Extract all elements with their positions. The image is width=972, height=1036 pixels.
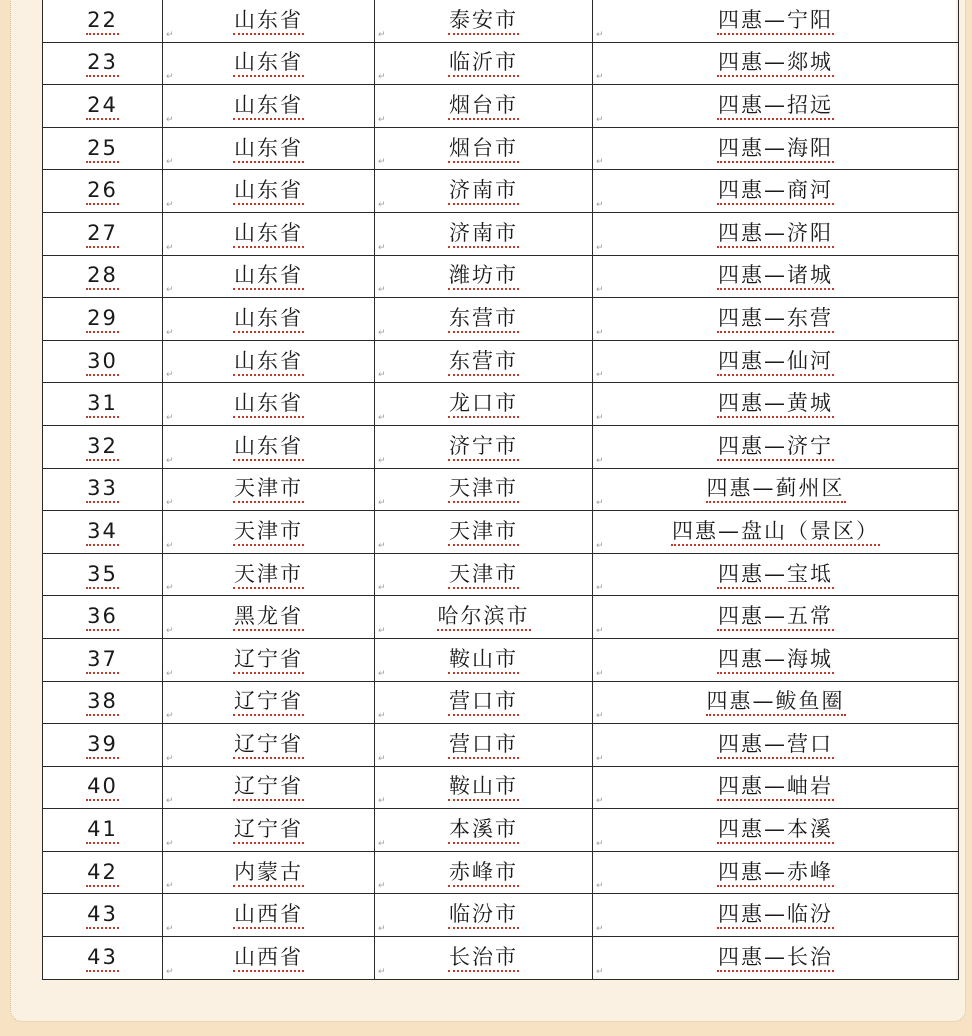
province-cell[interactable] (163, 340, 375, 383)
paragraph-mark-icon: ↵ (378, 370, 386, 381)
row-number-text: 30 (86, 348, 119, 376)
city-cell[interactable] (375, 724, 593, 767)
paragraph-mark-icon: ↵ (378, 199, 386, 210)
paragraph-mark-icon: ↵ (596, 668, 604, 679)
city-cell[interactable] (375, 809, 593, 852)
paragraph-mark-icon: ↵ (166, 924, 174, 935)
city-text: 哈尔滨市 (437, 603, 531, 631)
paragraph-mark-icon: ↵ (166, 753, 174, 764)
city-text: 天津市 (448, 475, 519, 503)
site-text: 四惠—赤峰 (717, 859, 834, 887)
paragraph-mark-icon: ↵ (378, 583, 386, 594)
province-cell[interactable] (163, 766, 375, 809)
paragraph-mark-icon: ↵ (596, 72, 604, 83)
site-text: 四惠—本溪 (717, 816, 834, 844)
paragraph-mark-icon: ↵ (166, 668, 174, 679)
city-cell[interactable] (375, 681, 593, 724)
paragraph-mark-icon: ↵ (378, 285, 386, 296)
paragraph-mark-icon: ↵ (166, 157, 174, 168)
paragraph-mark-icon: ↵ (378, 625, 386, 636)
paragraph-mark-icon: ↵ (596, 625, 604, 636)
city-text: 天津市 (448, 518, 519, 546)
row-number-cell[interactable] (43, 681, 163, 724)
paragraph-mark-icon: ↵ (166, 540, 174, 551)
row-number-cell[interactable] (43, 0, 163, 42)
province-cell[interactable] (163, 638, 375, 681)
site-cell[interactable] (593, 42, 959, 85)
table-row (43, 85, 959, 128)
site-text: 四惠—长治 (717, 944, 834, 972)
paragraph-mark-icon: ↵ (596, 753, 604, 764)
paragraph-mark-icon: ↵ (378, 881, 386, 892)
row-number-cell[interactable] (43, 468, 163, 511)
table-row (43, 42, 959, 85)
city-text: 本溪市 (448, 816, 519, 844)
row-number-cell[interactable] (43, 85, 163, 128)
province-cell[interactable] (163, 937, 375, 980)
province-cell[interactable] (163, 127, 375, 170)
row-number-cell[interactable] (43, 894, 163, 937)
row-number-text: 38 (86, 688, 119, 716)
site-text: 四惠—岫岩 (717, 773, 834, 801)
city-text: 济南市 (448, 220, 519, 248)
province-text: 山西省 (233, 901, 304, 929)
province-cell[interactable] (163, 212, 375, 255)
site-cell[interactable] (593, 724, 959, 767)
province-text: 山东省 (233, 433, 304, 461)
table-row (43, 894, 959, 937)
province-text: 辽宁省 (233, 773, 304, 801)
paragraph-mark-icon: ↵ (596, 924, 604, 935)
row-number-cell[interactable] (43, 511, 163, 554)
site-text: 四惠—营口 (717, 731, 834, 759)
city-cell[interactable] (375, 42, 593, 85)
province-cell[interactable] (163, 681, 375, 724)
site-cell[interactable] (593, 340, 959, 383)
table-row (43, 255, 959, 298)
site-cell[interactable] (593, 170, 959, 213)
row-number-cell[interactable] (43, 553, 163, 596)
city-cell[interactable] (375, 425, 593, 468)
city-text: 鞍山市 (448, 773, 519, 801)
province-text: 山东省 (233, 390, 304, 418)
row-number-text: 26 (86, 177, 119, 205)
row-number-text: 41 (86, 816, 119, 844)
paragraph-mark-icon: ↵ (596, 412, 604, 423)
city-text: 泰安市 (448, 7, 519, 35)
city-text: 东营市 (448, 305, 519, 333)
row-number-cell[interactable] (43, 340, 163, 383)
city-cell[interactable] (375, 851, 593, 894)
row-number-text: 23 (86, 49, 119, 77)
paragraph-mark-icon: ↵ (378, 412, 386, 423)
city-cell[interactable] (375, 383, 593, 426)
row-number-text: 25 (86, 135, 119, 163)
province-text: 天津市 (233, 561, 304, 589)
site-cell[interactable] (593, 596, 959, 639)
province-cell[interactable] (163, 425, 375, 468)
site-cell[interactable] (593, 638, 959, 681)
site-text: 四惠—东营 (717, 305, 834, 333)
city-cell[interactable] (375, 766, 593, 809)
paragraph-mark-icon: ↵ (378, 924, 386, 935)
row-number-cell[interactable] (43, 298, 163, 341)
province-cell[interactable] (163, 170, 375, 213)
row-number-cell[interactable] (43, 170, 163, 213)
province-cell[interactable] (163, 85, 375, 128)
paragraph-mark-icon: ↵ (378, 72, 386, 83)
province-text: 天津市 (233, 475, 304, 503)
row-number-text: 40 (86, 773, 119, 801)
site-text: 四惠—济宁 (717, 433, 834, 461)
site-text: 四惠—盘山（景区） (671, 518, 880, 546)
city-cell[interactable] (375, 340, 593, 383)
site-cell[interactable] (593, 511, 959, 554)
province-text: 山东省 (233, 220, 304, 248)
paragraph-mark-icon: ↵ (166, 242, 174, 253)
table-row (43, 766, 959, 809)
row-number-text: 22 (86, 7, 119, 35)
province-cell[interactable] (163, 42, 375, 85)
row-number-text: 33 (86, 475, 119, 503)
paragraph-mark-icon: ↵ (596, 370, 604, 381)
city-text: 长治市 (448, 944, 519, 972)
paragraph-mark-icon: ↵ (596, 498, 604, 509)
paragraph-mark-icon: ↵ (596, 285, 604, 296)
row-number-cell[interactable] (43, 596, 163, 639)
site-text: 四惠—海阳 (717, 135, 834, 163)
province-text: 山东省 (233, 49, 304, 77)
row-number-text: 34 (86, 518, 119, 546)
province-text: 内蒙古 (233, 859, 304, 887)
site-text: 四惠—海城 (717, 646, 834, 674)
row-number-cell[interactable] (43, 766, 163, 809)
table-row (43, 425, 959, 468)
province-text: 辽宁省 (233, 816, 304, 844)
province-cell[interactable] (163, 468, 375, 511)
paragraph-mark-icon: ↵ (378, 498, 386, 509)
site-text: 四惠—诸城 (717, 262, 834, 290)
city-cell[interactable] (375, 511, 593, 554)
table-row (43, 170, 959, 213)
row-number-text: 36 (86, 603, 119, 631)
city-text: 临沂市 (448, 49, 519, 77)
site-cell[interactable] (593, 425, 959, 468)
site-text: 四惠—宁阳 (717, 7, 834, 35)
city-text: 营口市 (448, 731, 519, 759)
paragraph-mark-icon: ↵ (166, 881, 174, 892)
site-text: 四惠—仙河 (717, 348, 834, 376)
province-cell[interactable] (163, 298, 375, 341)
paragraph-mark-icon: ↵ (166, 199, 174, 210)
paragraph-mark-icon: ↵ (596, 199, 604, 210)
site-text: 四惠—五常 (717, 603, 834, 631)
city-text: 济宁市 (448, 433, 519, 461)
paragraph-mark-icon: ↵ (378, 242, 386, 253)
site-text: 四惠—宝坻 (717, 561, 834, 589)
paragraph-mark-icon: ↵ (166, 72, 174, 83)
city-cell[interactable] (375, 638, 593, 681)
row-number-cell[interactable] (43, 851, 163, 894)
paragraph-mark-icon: ↵ (166, 711, 174, 722)
site-cell[interactable] (593, 766, 959, 809)
province-cell[interactable] (163, 255, 375, 298)
site-cell[interactable] (593, 809, 959, 852)
paragraph-mark-icon: ↵ (378, 455, 386, 466)
province-text: 辽宁省 (233, 731, 304, 759)
site-cell[interactable] (593, 937, 959, 980)
site-text: 四惠—郯城 (717, 49, 834, 77)
city-cell[interactable] (375, 596, 593, 639)
row-number-cell[interactable] (43, 383, 163, 426)
paragraph-mark-icon: ↵ (166, 412, 174, 423)
city-text: 东营市 (448, 348, 519, 376)
paragraph-mark-icon: ↵ (596, 711, 604, 722)
paragraph-mark-icon: ↵ (596, 114, 604, 125)
site-cell[interactable] (593, 383, 959, 426)
row-number-cell[interactable] (43, 212, 163, 255)
table-row (43, 937, 959, 980)
site-text: 四惠—鲅鱼圈 (706, 688, 846, 716)
site-cell[interactable] (593, 127, 959, 170)
paragraph-mark-icon: ↵ (378, 796, 386, 807)
paragraph-mark-icon: ↵ (166, 498, 174, 509)
province-text: 山西省 (233, 944, 304, 972)
city-cell[interactable] (375, 553, 593, 596)
province-cell[interactable] (163, 511, 375, 554)
paragraph-mark-icon: ↵ (166, 966, 174, 977)
site-cell[interactable] (593, 85, 959, 128)
row-number-cell[interactable] (43, 724, 163, 767)
row-number-text: 29 (86, 305, 119, 333)
site-cell[interactable] (593, 212, 959, 255)
site-text: 四惠—黄城 (717, 390, 834, 418)
city-text: 济南市 (448, 177, 519, 205)
province-cell[interactable] (163, 851, 375, 894)
route-table-body (43, 0, 959, 979)
row-number-text: 43 (86, 944, 119, 972)
city-cell[interactable] (375, 212, 593, 255)
table-row (43, 340, 959, 383)
province-text: 辽宁省 (233, 688, 304, 716)
row-number-text: 43 (86, 901, 119, 929)
paragraph-mark-icon: ↵ (166, 838, 174, 849)
site-cell[interactable] (593, 255, 959, 298)
site-cell[interactable] (593, 0, 959, 42)
city-text: 烟台市 (448, 135, 519, 163)
province-text: 山东省 (233, 7, 304, 35)
site-cell[interactable] (593, 851, 959, 894)
row-number-cell[interactable] (43, 809, 163, 852)
row-number-text: 32 (86, 433, 119, 461)
paragraph-mark-icon: ↵ (378, 29, 386, 40)
city-text: 烟台市 (448, 92, 519, 120)
province-text: 山东省 (233, 92, 304, 120)
city-text: 龙口市 (448, 390, 519, 418)
paragraph-mark-icon: ↵ (596, 157, 604, 168)
paragraph-mark-icon: ↵ (596, 455, 604, 466)
paragraph-mark-icon: ↵ (378, 753, 386, 764)
table-row (43, 638, 959, 681)
paragraph-mark-icon: ↵ (596, 881, 604, 892)
city-cell[interactable] (375, 894, 593, 937)
city-text: 天津市 (448, 561, 519, 589)
row-number-text: 42 (86, 859, 119, 887)
row-number-text: 24 (86, 92, 119, 120)
paragraph-mark-icon: ↵ (166, 114, 174, 125)
city-cell[interactable] (375, 0, 593, 42)
province-cell[interactable] (163, 724, 375, 767)
province-text: 天津市 (233, 518, 304, 546)
paragraph-mark-icon: ↵ (378, 540, 386, 551)
paragraph-mark-icon: ↵ (596, 583, 604, 594)
paragraph-mark-icon: ↵ (596, 540, 604, 551)
table-row (43, 468, 959, 511)
site-cell[interactable] (593, 298, 959, 341)
paragraph-mark-icon: ↵ (378, 157, 386, 168)
site-cell[interactable] (593, 553, 959, 596)
paragraph-mark-icon: ↵ (596, 242, 604, 253)
row-number-cell[interactable] (43, 425, 163, 468)
route-table (42, 0, 959, 980)
table-row (43, 553, 959, 596)
city-cell[interactable] (375, 298, 593, 341)
row-number-text: 39 (86, 731, 119, 759)
city-text: 赤峰市 (448, 859, 519, 887)
table-row (43, 298, 959, 341)
row-number-cell[interactable] (43, 42, 163, 85)
site-text: 四惠—商河 (717, 177, 834, 205)
city-cell[interactable] (375, 127, 593, 170)
site-text: 四惠—临汾 (717, 901, 834, 929)
paragraph-mark-icon: ↵ (378, 838, 386, 849)
paragraph-mark-icon: ↵ (166, 327, 174, 338)
site-text: 四惠—济阳 (717, 220, 834, 248)
row-number-text: 28 (86, 262, 119, 290)
province-cell[interactable] (163, 809, 375, 852)
row-number-cell[interactable] (43, 937, 163, 980)
row-number-text: 35 (86, 561, 119, 589)
row-number-cell[interactable] (43, 638, 163, 681)
province-cell[interactable] (163, 0, 375, 42)
table-row (43, 127, 959, 170)
province-text: 黑龙省 (233, 603, 304, 631)
paragraph-mark-icon: ↵ (166, 455, 174, 466)
table-row (43, 681, 959, 724)
province-cell[interactable] (163, 894, 375, 937)
province-text: 山东省 (233, 305, 304, 333)
paragraph-mark-icon: ↵ (166, 625, 174, 636)
table-row (43, 851, 959, 894)
paragraph-mark-icon: ↵ (166, 796, 174, 807)
row-number-cell[interactable] (43, 127, 163, 170)
paragraph-mark-icon: ↵ (378, 327, 386, 338)
table-row (43, 809, 959, 852)
table-row (43, 596, 959, 639)
province-text: 山东省 (233, 262, 304, 290)
paragraph-mark-icon: ↵ (378, 114, 386, 125)
paragraph-mark-icon: ↵ (378, 966, 386, 977)
paragraph-mark-icon: ↵ (596, 838, 604, 849)
document-sheet (42, 0, 956, 980)
paragraph-mark-icon: ↵ (596, 796, 604, 807)
table-row (43, 383, 959, 426)
paragraph-mark-icon: ↵ (166, 285, 174, 296)
site-text: 四惠—蓟州区 (706, 475, 846, 503)
row-number-text: 27 (86, 220, 119, 248)
row-number-text: 37 (86, 646, 119, 674)
province-text: 山东省 (233, 348, 304, 376)
province-text: 山东省 (233, 177, 304, 205)
city-cell[interactable] (375, 468, 593, 511)
site-cell[interactable] (593, 468, 959, 511)
city-cell[interactable] (375, 255, 593, 298)
city-cell[interactable] (375, 170, 593, 213)
paragraph-mark-icon: ↵ (166, 583, 174, 594)
province-text: 山东省 (233, 135, 304, 163)
province-text: 辽宁省 (233, 646, 304, 674)
row-number-cell[interactable] (43, 255, 163, 298)
paragraph-mark-icon: ↵ (378, 711, 386, 722)
city-text: 潍坊市 (448, 262, 519, 290)
table-row (43, 212, 959, 255)
site-text: 四惠—招远 (717, 92, 834, 120)
city-cell[interactable] (375, 85, 593, 128)
city-text: 营口市 (448, 688, 519, 716)
paragraph-mark-icon: ↵ (596, 327, 604, 338)
table-row (43, 511, 959, 554)
city-text: 临汾市 (448, 901, 519, 929)
site-cell[interactable] (593, 681, 959, 724)
paragraph-mark-icon: ↵ (378, 668, 386, 679)
paragraph-mark-icon: ↵ (166, 370, 174, 381)
paragraph-mark-icon: ↵ (596, 966, 604, 977)
city-cell[interactable] (375, 937, 593, 980)
paragraph-mark-icon: ↵ (596, 29, 604, 40)
row-number-text: 31 (86, 390, 119, 418)
paragraph-mark-icon: ↵ (166, 29, 174, 40)
province-cell[interactable] (163, 553, 375, 596)
table-row (43, 0, 959, 42)
province-cell[interactable] (163, 596, 375, 639)
table-row (43, 724, 959, 767)
site-cell[interactable] (593, 894, 959, 937)
city-text: 鞍山市 (448, 646, 519, 674)
province-cell[interactable] (163, 383, 375, 426)
